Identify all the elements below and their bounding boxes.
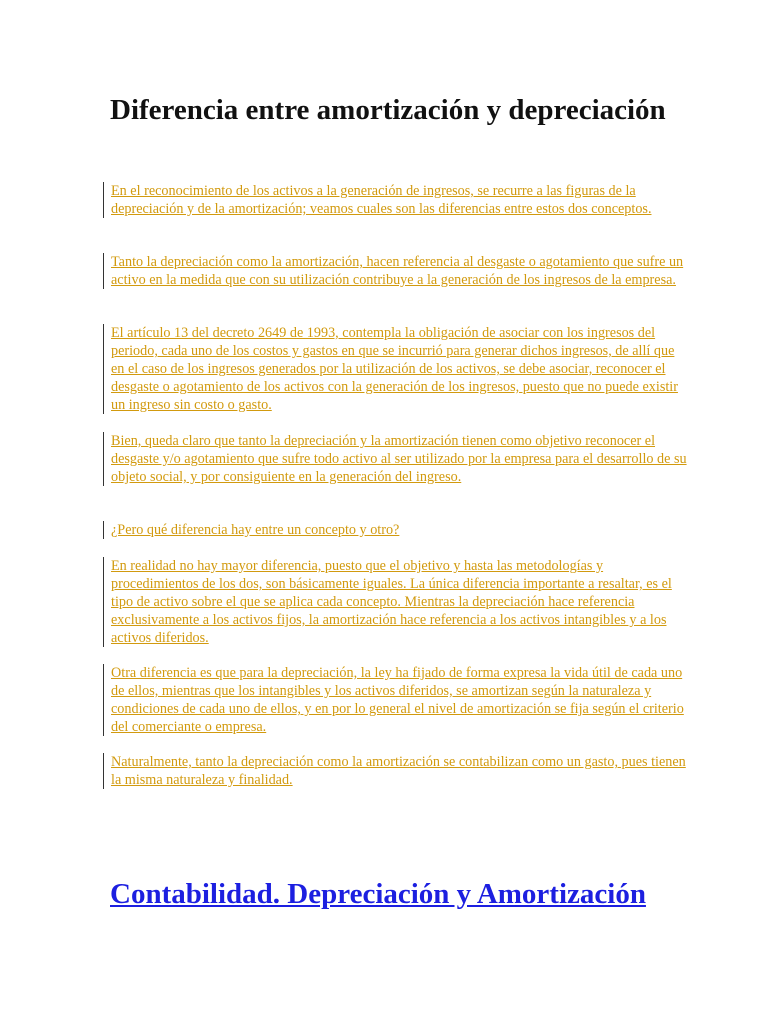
next-article-heading — [110, 876, 670, 912]
paragraph-link[interactable] — [103, 182, 691, 218]
next-article-link[interactable]: Contabilidad. Depreciación y Amortización — [110, 878, 646, 910]
paragraph-link[interactable] — [103, 253, 691, 289]
paragraph-link[interactable] — [103, 557, 691, 647]
paragraph-link-text[interactable]: Bien, queda claro que tanto la depreciación y la amortización tienen como objetivo reconocer el desgaste y/o agotamiento que sufre todo activo al ser utilizado por la empresa para el desarrollo de su objeto social, y por consiguiente en la generación del ingreso. — [111, 433, 687, 485]
article-title: Diferencia entre amortización y depreciación — [110, 94, 666, 126]
paragraph-link[interactable] — [103, 324, 691, 414]
paragraph-link[interactable] — [103, 664, 691, 736]
paragraph-link-text[interactable]: Otra diferencia es que para la depreciación, la ley ha fijado de forma expresa la vida útil de cada uno de ellos, mientras que los intangibles y los activos diferidos, se amortizan según la naturaleza y condiciones de cada uno de ellos, y en por lo general el nivel de amortización se fija según el criterio del comerciante o empresa. — [111, 665, 684, 735]
paragraph-link-text[interactable]: Naturalmente, tanto la depreciación como la amortización se contabilizan como un gasto, pues tienen la misma naturaleza y finalidad. — [111, 754, 686, 788]
paragraph-link-text[interactable]: En el reconocimiento de los activos a la generación de ingresos, se recurre a las figuras de la depreciación y de la amortización; veamos cuales son las diferencias entre estos dos conceptos. — [111, 183, 652, 217]
paragraph-link-text[interactable]: En realidad no hay mayor diferencia, puesto que el objetivo y hasta las metodologías y procedimientos de los dos, son básicamente iguales. La única diferencia importante a resaltar, es el tipo de activo sobre el que se aplica cada concepto. Mientras la depreciación hace referencia exclusivamente a los activos fijos, la amortización hace referencia a los activos intangibles y a los activos diferidos. — [111, 558, 672, 646]
paragraph-link-text[interactable]: ¿Pero qué diferencia hay entre un concepto y otro? — [111, 522, 400, 538]
paragraph-link[interactable] — [103, 753, 691, 789]
paragraph-link[interactable] — [103, 521, 691, 539]
paragraph-link[interactable] — [103, 432, 691, 486]
paragraph-link-text[interactable]: El artículo 13 del decreto 2649 de 1993, contempla la obligación de asociar con los ingresos del periodo, cada uno de los costos y gastos en que se incurrió para generar dichos ingresos, de allí que en el caso de los ingresos generados por la utilización de los activos, se debe asociar, reconocer el desgaste o agotamiento de los activos con la generación de los ingresos, puesto que no puede existir un ingreso sin costo o gasto. — [111, 325, 678, 413]
paragraph-link-text[interactable]: Tanto la depreciación como la amortización, hacen referencia al desgaste o agotamiento que sufre un activo en la medida que con su utilización contribuye a la generación de los ingresos de la empresa. — [111, 254, 684, 288]
